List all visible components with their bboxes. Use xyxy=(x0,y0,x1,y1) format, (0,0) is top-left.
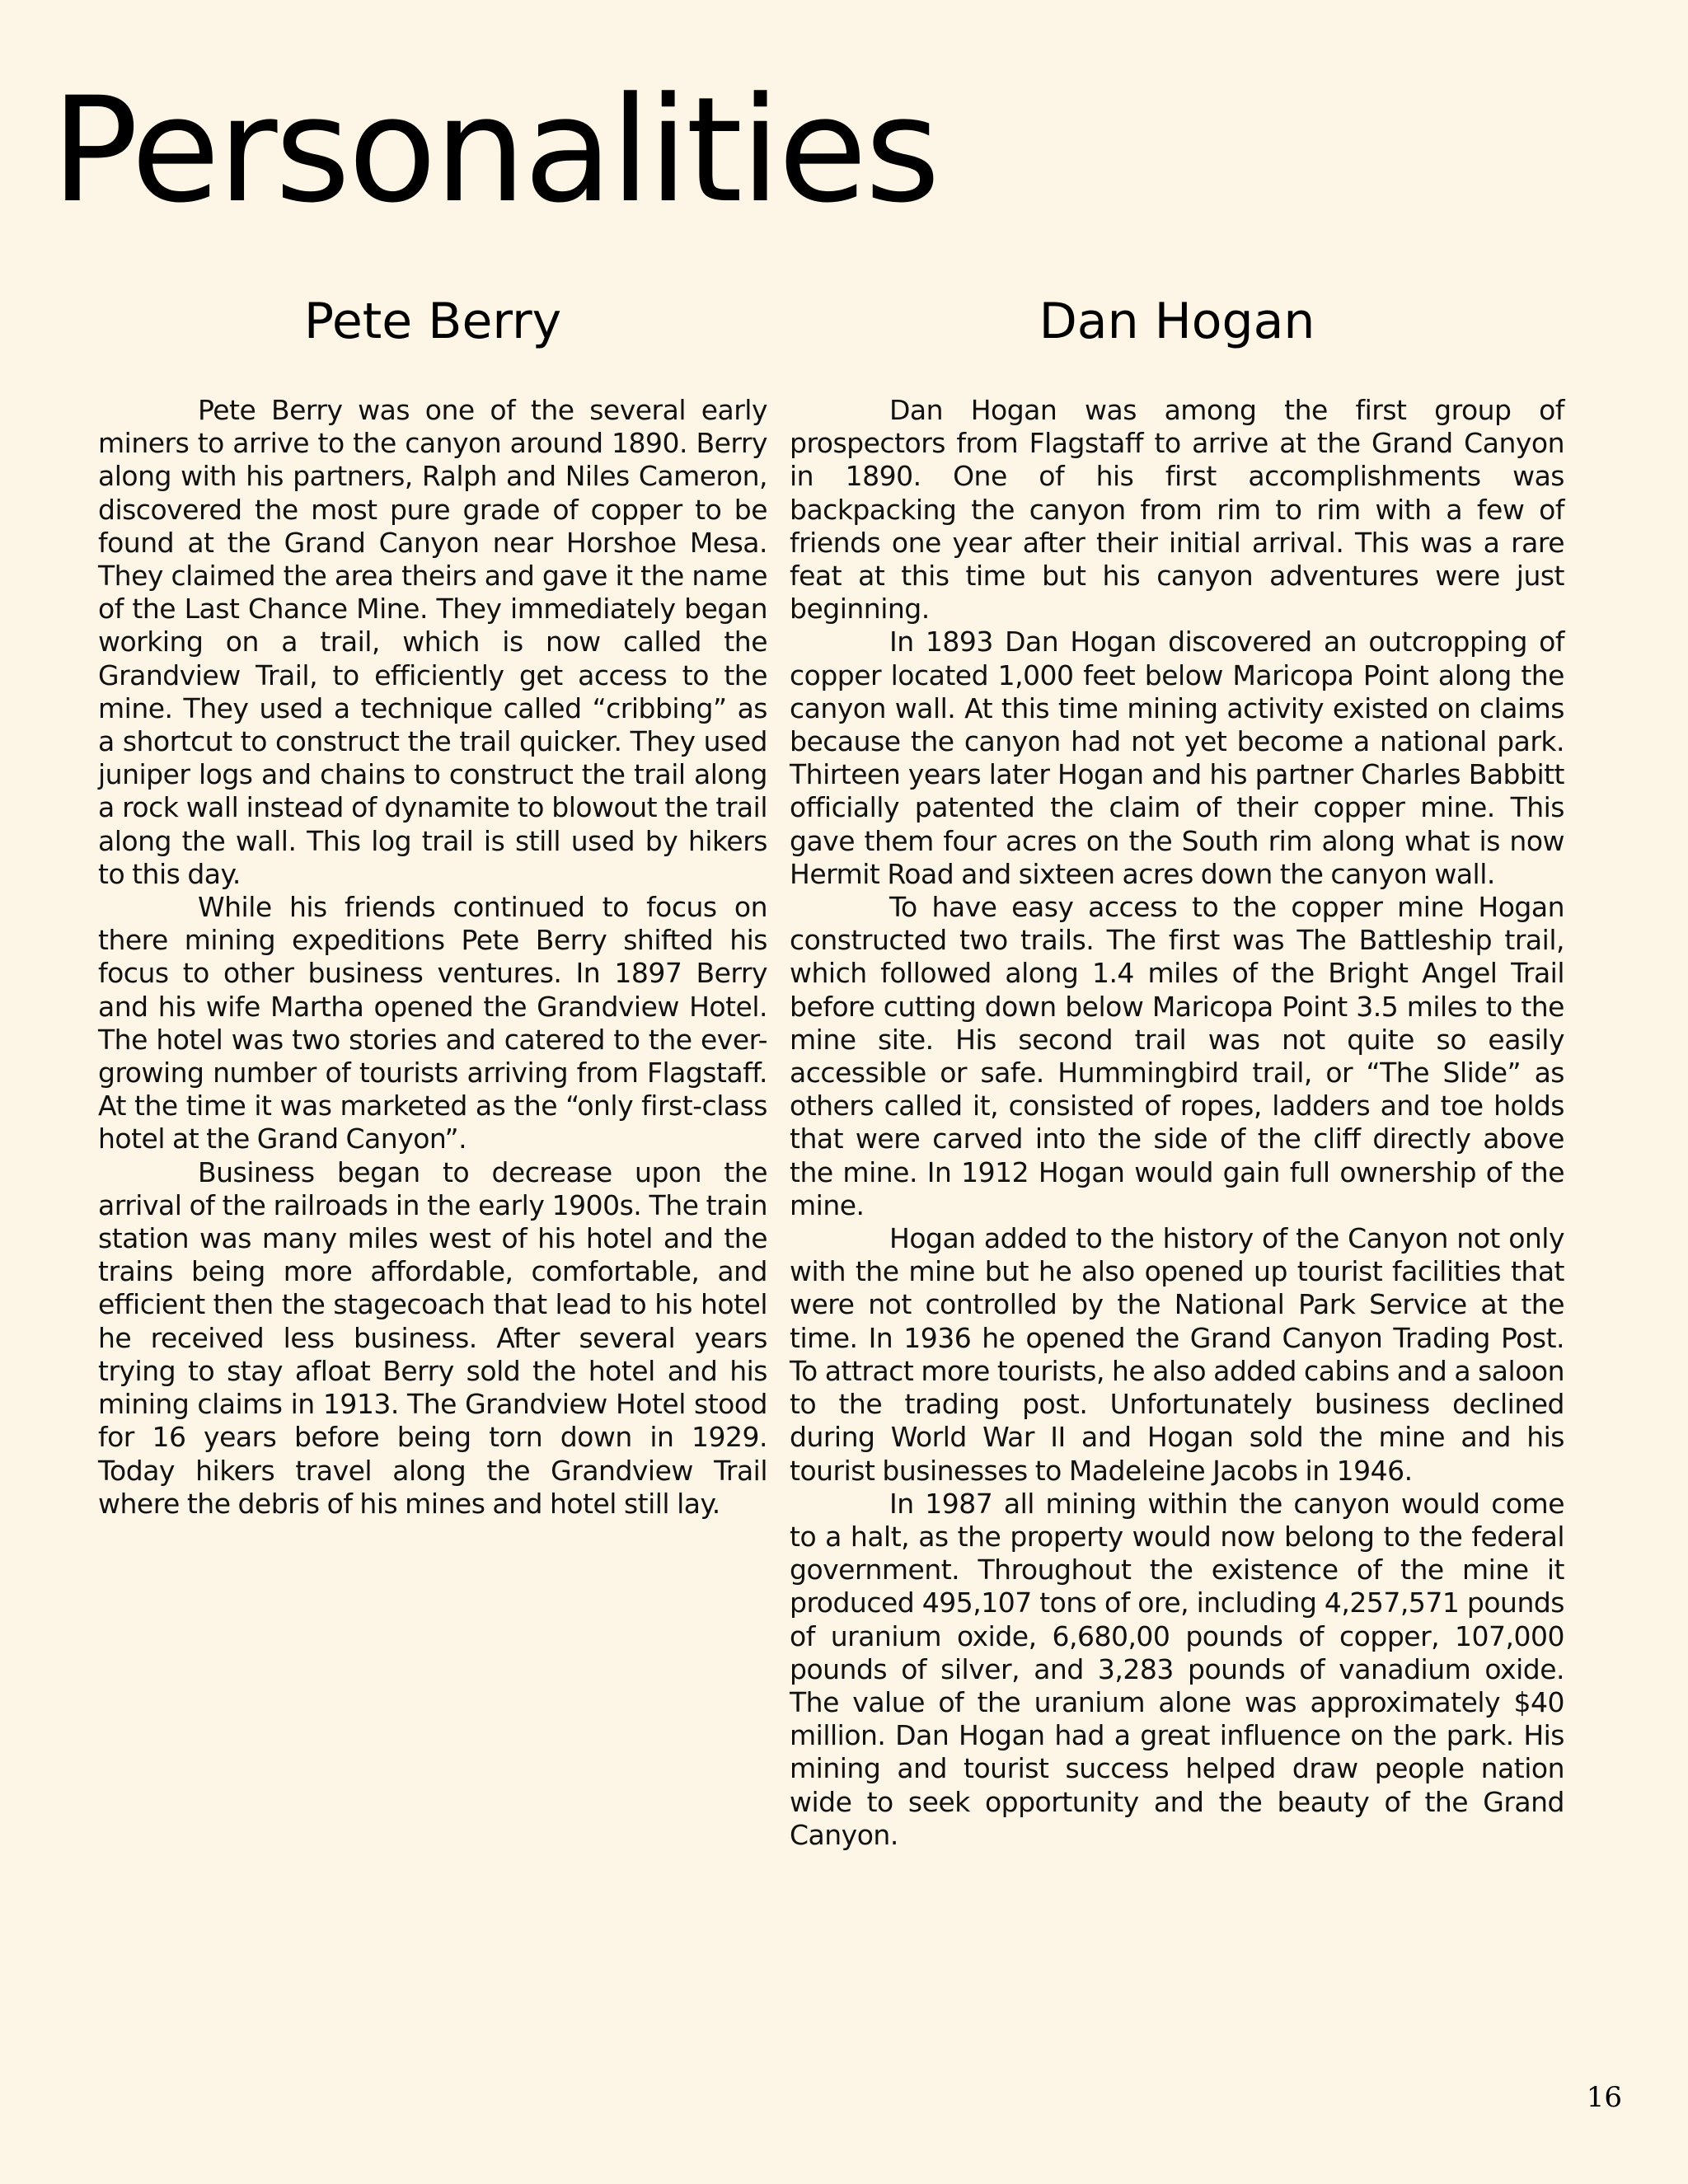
article-body xyxy=(790,394,1564,1852)
article-body xyxy=(98,394,767,1521)
paragraph: In 1893 Dan Hogan discovered an outcropping of copper located 1,000 feet below Maricopa Point along the canyon wall. At this time mining activity existed on claims because the canyon had not yet become a national park. Thirteen years later Hogan and his partner Charles Babbitt officially patented the claim of their copper mine. This gave them four acres on the South rim along what is now Hermit Road and sixteen acres down the canyon wall. xyxy=(790,626,1564,890)
article-dan-hogan xyxy=(790,288,1564,1852)
section-heading: Dan Hogan xyxy=(1039,293,1315,350)
paragraph: Dan Hogan was among the first group of prospectors from Flagstaff to arrive at the Grand Canyon in 1890. One of his first accomplishments was backpacking the canyon from rim to rim with a few of friends one year after their initial arrival. This was a rare feat at this time but his canyon adventures were just beginning. xyxy=(790,394,1564,626)
page-number: 16 xyxy=(1586,2081,1622,2114)
section-heading: Pete Berry xyxy=(303,293,562,350)
paragraph: Pete Berry was one of the several early miners to arrive to the canyon around 1890. Berry along with his partners, Ralph and Niles Cameron, discovered the most pure grade of copper to be found at the Grand Canyon near Horshoe Mesa. They claimed the area theirs and gave it the name of the Last Chance Mine. They immediately began working on a trail, which is now called the Grandview Trail, to efficiently get access to the mine. They used a technique called “cribbing” as a shortcut to construct the trail quicker. They used juniper logs and chains to construct the trail along a rock wall instead of dynamite to blowout the trail along the wall. This log trail is still used by hikers to this day. xyxy=(98,394,767,890)
paragraph: Business began to decrease upon the arrival of the railroads in the early 1900s. The train station was many miles west of his hotel and the trains being more affordable, comfortable, and efficient then the stagecoach that lead to his hotel he received less business. After several years trying to stay afloat Berry sold the hotel and his mining claims in 1913. The Grandview Hotel stood for 16 years before being torn down in 1929. Today hikers travel along the Grandview Trail where the debris of his mines and hotel still lay. xyxy=(98,1155,767,1520)
paragraph: Hogan added to the history of the Canyon not only with the mine but he also opened up tourist facilities that were not controlled by the National Park Service at the time. In 1936 he opened the Grand Canyon Trading Post. To attract more tourists, he also added cabins and a saloon to the trading post. Unfortunately business declined during World War II and Hogan sold the mine and his tourist businesses to Madeleine Jacobs in 1946. xyxy=(790,1222,1564,1487)
paragraph: In 1987 all mining within the canyon would come to a halt, as the property would now belong to the federal government. Throughout the existence of the mine it produced 495,107 tons of ore, including 4,257,571 pounds of uranium oxide, 6,680,00 pounds of copper, 107,000 pounds of silver, and 3,283 pounds of vanadium oxide. The value of the uranium alone was approximately $40 million. Dan Hogan had a great influence on the park. His mining and tourist success helped draw people nation wide to seek opportunity and the beauty of the Grand Canyon. xyxy=(790,1487,1564,1851)
article-pete-berry xyxy=(98,288,767,1521)
paragraph: While his friends continued to focus on there mining expeditions Pete Berry shifted his focus to other business ventures. In 1897 Berry and his wife Martha opened the Grandview Hotel. The hotel was two stories and catered to the ever-growing number of tourists arriving from Flagstaff. At the time it was marketed as the “only first-class hotel at the Grand Canyon”. xyxy=(98,891,767,1155)
paragraph: To have easy access to the copper mine Hogan constructed two trails. The first was The Battleship trail, which followed along 1.4 miles of the Bright Angel Trail before cutting down below Maricopa Point 3.5 miles to the mine site. His second trail was not quite so easily accessible or safe. Hummingbird trail, or “The Slide” as others called it, consisted of ropes, ladders and toe holds that were carved into the side of the cliff directly above the mine. In 1912 Hogan would gain full ownership of the mine. xyxy=(790,891,1564,1221)
page-title: Personalities xyxy=(51,66,938,235)
